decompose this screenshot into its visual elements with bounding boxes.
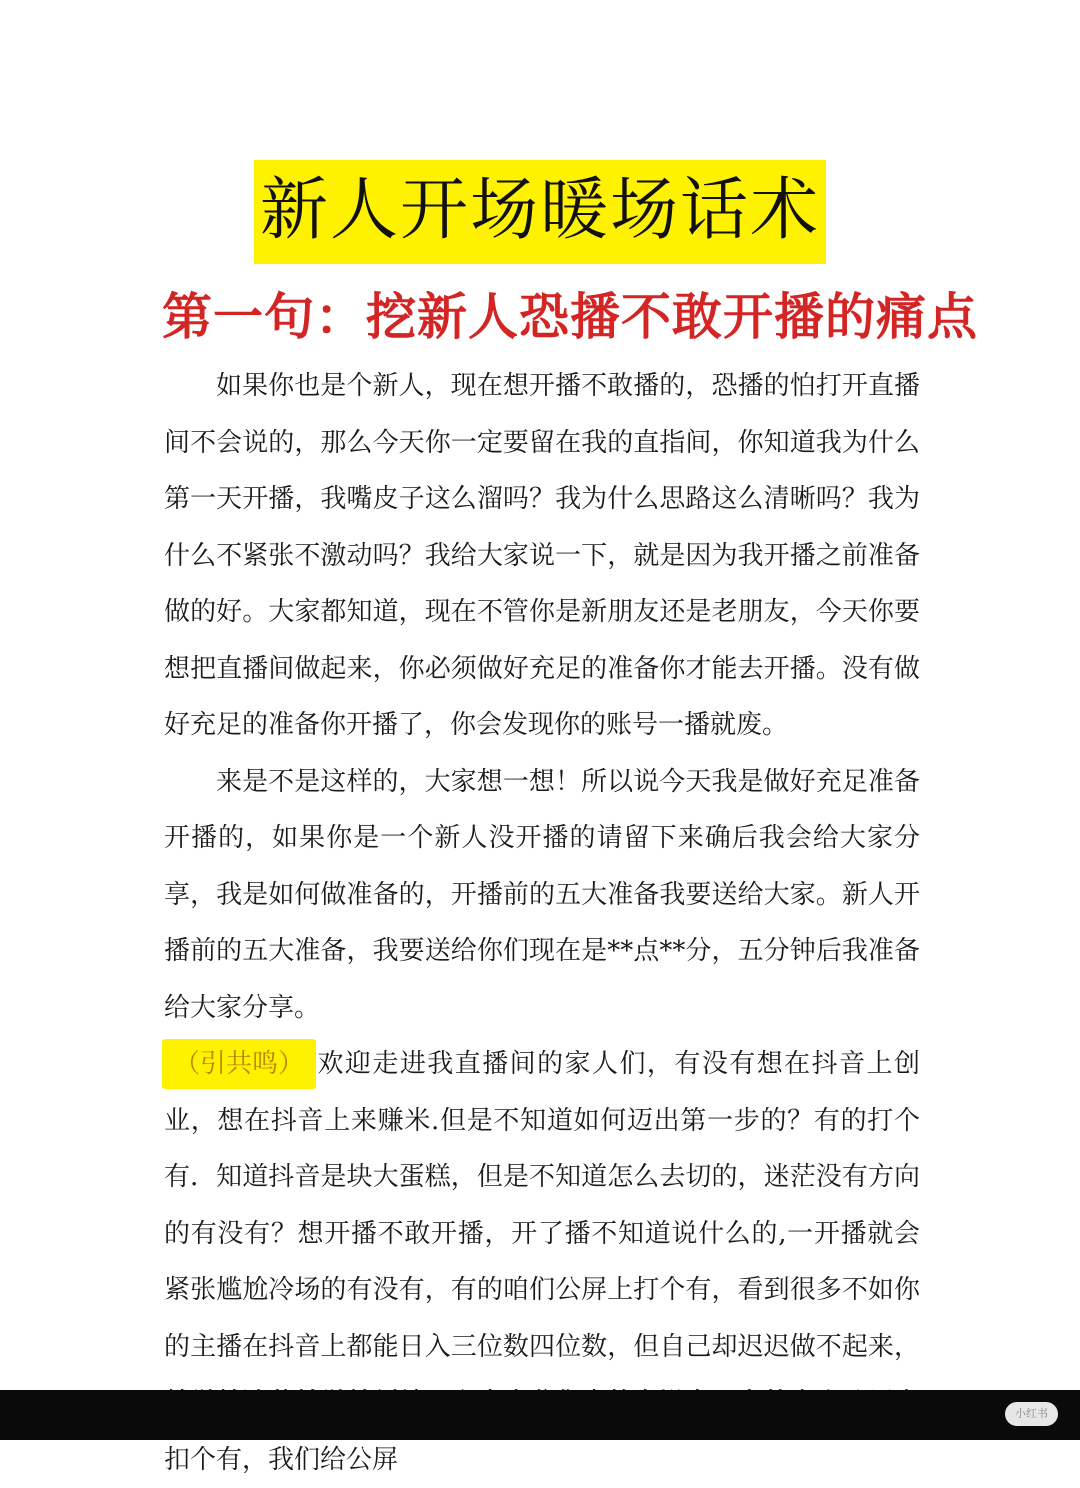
paragraph-2: 来是不是这样的，大家想一想！所以说今天我是做好充足准备开播的，如果你是一个新人没开播的请留下来确后我会给大家分享，我是如何做准备的，开播前的五大准备我要送给大家。新人开播前的五大准备，我要送给你们现在是**点**分，五分钟后我准备给大家分享。 <box>164 766 920 1023</box>
title-wrapper <box>0 160 1080 264</box>
watermark-badge: 小红书 <box>1005 1402 1058 1426</box>
bottom-bar <box>0 1390 1080 1440</box>
paragraph-3-text: 欢迎走进我直播间的家人们，有没有想在抖音上创业，想在抖音上来赚米.但是不知道如何迈出第一步的？有的打个有．知道抖音是块大蛋糕，但是不知道怎么去切的，迷茫没有方向的有没有？想开播不敢开播，开了播不知道说什么的,一开播就会紧张尴尬冷场的有没有，有的咱们公屏上打个有，看到很多不如你的主播在抖音上都能日入三位数四位数，但自己却迟迟做不起来， 扣个有，我们给公屏 <box>164 1049 920 1475</box>
section-heading: 第一句：挖新人恐播不敢开播的痛点 <box>162 287 978 346</box>
paragraph-1: 如果你也是个新人，现在想开播不敢播的，恐播的怕打开直播间不会说的，那么今天你一定要留在我的直指间，你知道我为什么第一天开播，我嘴皮子这么溜吗？我为什么思路这么清晰吗？我为什么不紧张不激动吗？我给大家说一下，就是因为我开播之前准备做的好。大家都知道，现在不管你是新朋友还是老朋友，今天你要想把直播间做起来，你必须做好充足的准备你才能去开播。没有做好充足的准备你开播了，你会发现你的账号一播就废。 <box>164 371 920 740</box>
page-title: 新人开场暖场话术 <box>254 160 826 264</box>
resonance-tag: （引共鸣） <box>162 1039 316 1089</box>
body-text <box>164 358 920 1488</box>
